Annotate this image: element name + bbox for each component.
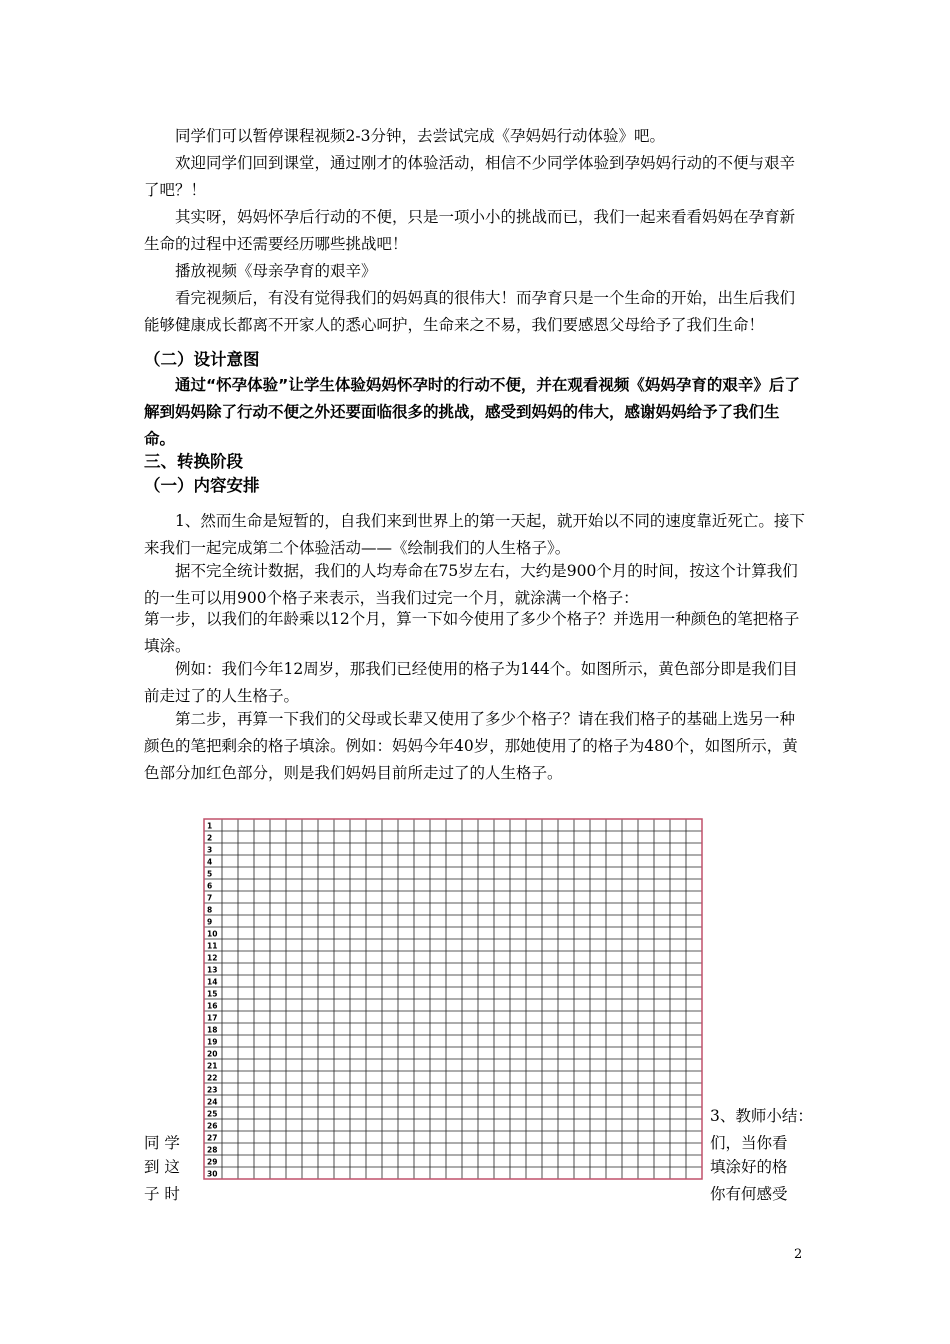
grid-row-label: 15 bbox=[207, 989, 218, 999]
wrap-text-left-3: 子 时 bbox=[144, 1185, 180, 1203]
grid-row-label: 5 bbox=[207, 869, 213, 879]
grid-row-label: 12 bbox=[207, 953, 218, 963]
grid-row-label: 24 bbox=[207, 1097, 218, 1107]
life-grid-svg bbox=[203, 818, 703, 1180]
paragraph-statistics: 据不完全统计数据，我们的人均寿命在75岁左右，大约是900个月的时间，按这个计算我们的一生可以用900个格子来表示，当我们过完一个月，就涂满一个格子： bbox=[144, 562, 798, 607]
grid-row-label: 21 bbox=[207, 1061, 218, 1071]
wrap-text-right-3: 填涂好的格 bbox=[710, 1158, 788, 1176]
grid-row-label: 26 bbox=[207, 1121, 218, 1131]
wrap-text-right-1: 3、教师小结： bbox=[710, 1107, 813, 1125]
heading-content-arrangement: （一）内容安排 bbox=[144, 476, 260, 495]
page-number: 2 bbox=[794, 1247, 803, 1262]
grid-row-label: 16 bbox=[207, 1001, 218, 1011]
grid-row-label: 3 bbox=[207, 845, 213, 855]
paragraph-life-short: 1、然而生命是短暂的，自我们来到世界上的第一天起，就开始以不同的速度靠近死亡。接下来我们一起完成第二个体验活动——《绘制我们的人生格子》。 bbox=[144, 512, 805, 557]
grid-row-label: 19 bbox=[207, 1037, 218, 1047]
grid-row-label: 20 bbox=[207, 1049, 218, 1059]
paragraph-step-two: 第二步，再算一下我们的父母或长辈又使用了多少个格子？请在我们格子的基础上选另一种颜色的笔把剩余的格子填涂。例如：妈妈今年40岁，那她使用了的格子为480个，如图所示，黄色部分加红色部分，则是我们妈妈目前所走过了的人生格子。 bbox=[144, 710, 798, 782]
paragraph-example-one: 例如：我们今年12周岁，那我们已经使用的格子为144个。如图所示，黄色部分即是我们目前走过了的人生格子。 bbox=[144, 660, 798, 705]
paragraph-step-one: 第一步，以我们的年龄乘以12个月，算一下如今使用了多少个格子？并选用一种颜色的笔把格子填涂。 bbox=[144, 610, 800, 655]
grid-row-label: 23 bbox=[207, 1085, 218, 1095]
grid-row-label: 6 bbox=[207, 881, 213, 891]
grid-row-label: 11 bbox=[207, 941, 218, 951]
grid-row-label: 7 bbox=[207, 893, 213, 903]
grid-row-label: 17 bbox=[207, 1013, 218, 1023]
wrap-text-right-4: 你有何感受 bbox=[710, 1185, 788, 1203]
grid-row-label: 9 bbox=[207, 917, 213, 927]
paragraph-challenges: 其实呀，妈妈怀孕后行动的不便，只是一项小小的挑战而已，我们一起来看看妈妈在孕育新生命的过程中还需要经历哪些挑战吧！ bbox=[144, 208, 796, 253]
heading-design-intent: （二）设计意图 bbox=[144, 350, 260, 369]
paragraph-welcome-back: 欢迎同学们回到课堂，通过刚才的体验活动，相信不少同学体验到孕妈妈行动的不便与艰辛了吧？！ bbox=[144, 154, 796, 199]
grid-row-label: 13 bbox=[207, 965, 218, 975]
grid-row-label: 8 bbox=[207, 905, 213, 915]
paragraph-pause-video: 同学们可以暂停课程视频2-3分钟，去尝试完成《孕妈妈行动体验》吧。 bbox=[175, 127, 665, 145]
wrap-text-left-1: 同 学 bbox=[144, 1134, 180, 1152]
life-grid bbox=[203, 818, 703, 1184]
paragraph-after-video: 看完视频后，有没有觉得我们的妈妈真的很伟大！而孕育只是一个生命的开始，出生后我们能够健康成长都离不开家人的悉心呵护，生命来之不易，我们要感恩父母给予了我们生命！ bbox=[144, 289, 796, 334]
wrap-text-right-2: 们，当你看 bbox=[710, 1134, 788, 1152]
grid-row-label: 27 bbox=[207, 1133, 218, 1143]
grid-row-label: 4 bbox=[207, 857, 213, 867]
paragraph-design-intent: 通过“怀孕体验”让学生体验妈妈怀孕时的行动不便，并在观看视频《妈妈孕育的艰辛》后了解到妈妈除了行动不便之外还要面临很多的挑战，感受到妈妈的伟大，感谢妈妈给予了我们生命。 bbox=[144, 376, 800, 448]
grid-row-label: 14 bbox=[207, 977, 218, 987]
grid-row-label: 30 bbox=[207, 1169, 218, 1179]
grid-row-label: 25 bbox=[207, 1109, 218, 1119]
grid-row-label: 1 bbox=[207, 821, 213, 831]
grid-row-label: 22 bbox=[207, 1073, 218, 1083]
grid-row-label: 2 bbox=[207, 833, 213, 843]
paragraph-play-video: 播放视频《母亲孕育的艰辛》 bbox=[175, 262, 377, 280]
heading-transition-stage: 三、转换阶段 bbox=[144, 452, 243, 471]
wrap-text-left-2: 到 这 bbox=[144, 1158, 180, 1176]
grid-row-label: 10 bbox=[207, 929, 218, 939]
grid-row-label: 29 bbox=[207, 1157, 218, 1167]
grid-row-label: 28 bbox=[207, 1145, 218, 1155]
grid-row-label: 18 bbox=[207, 1025, 218, 1035]
